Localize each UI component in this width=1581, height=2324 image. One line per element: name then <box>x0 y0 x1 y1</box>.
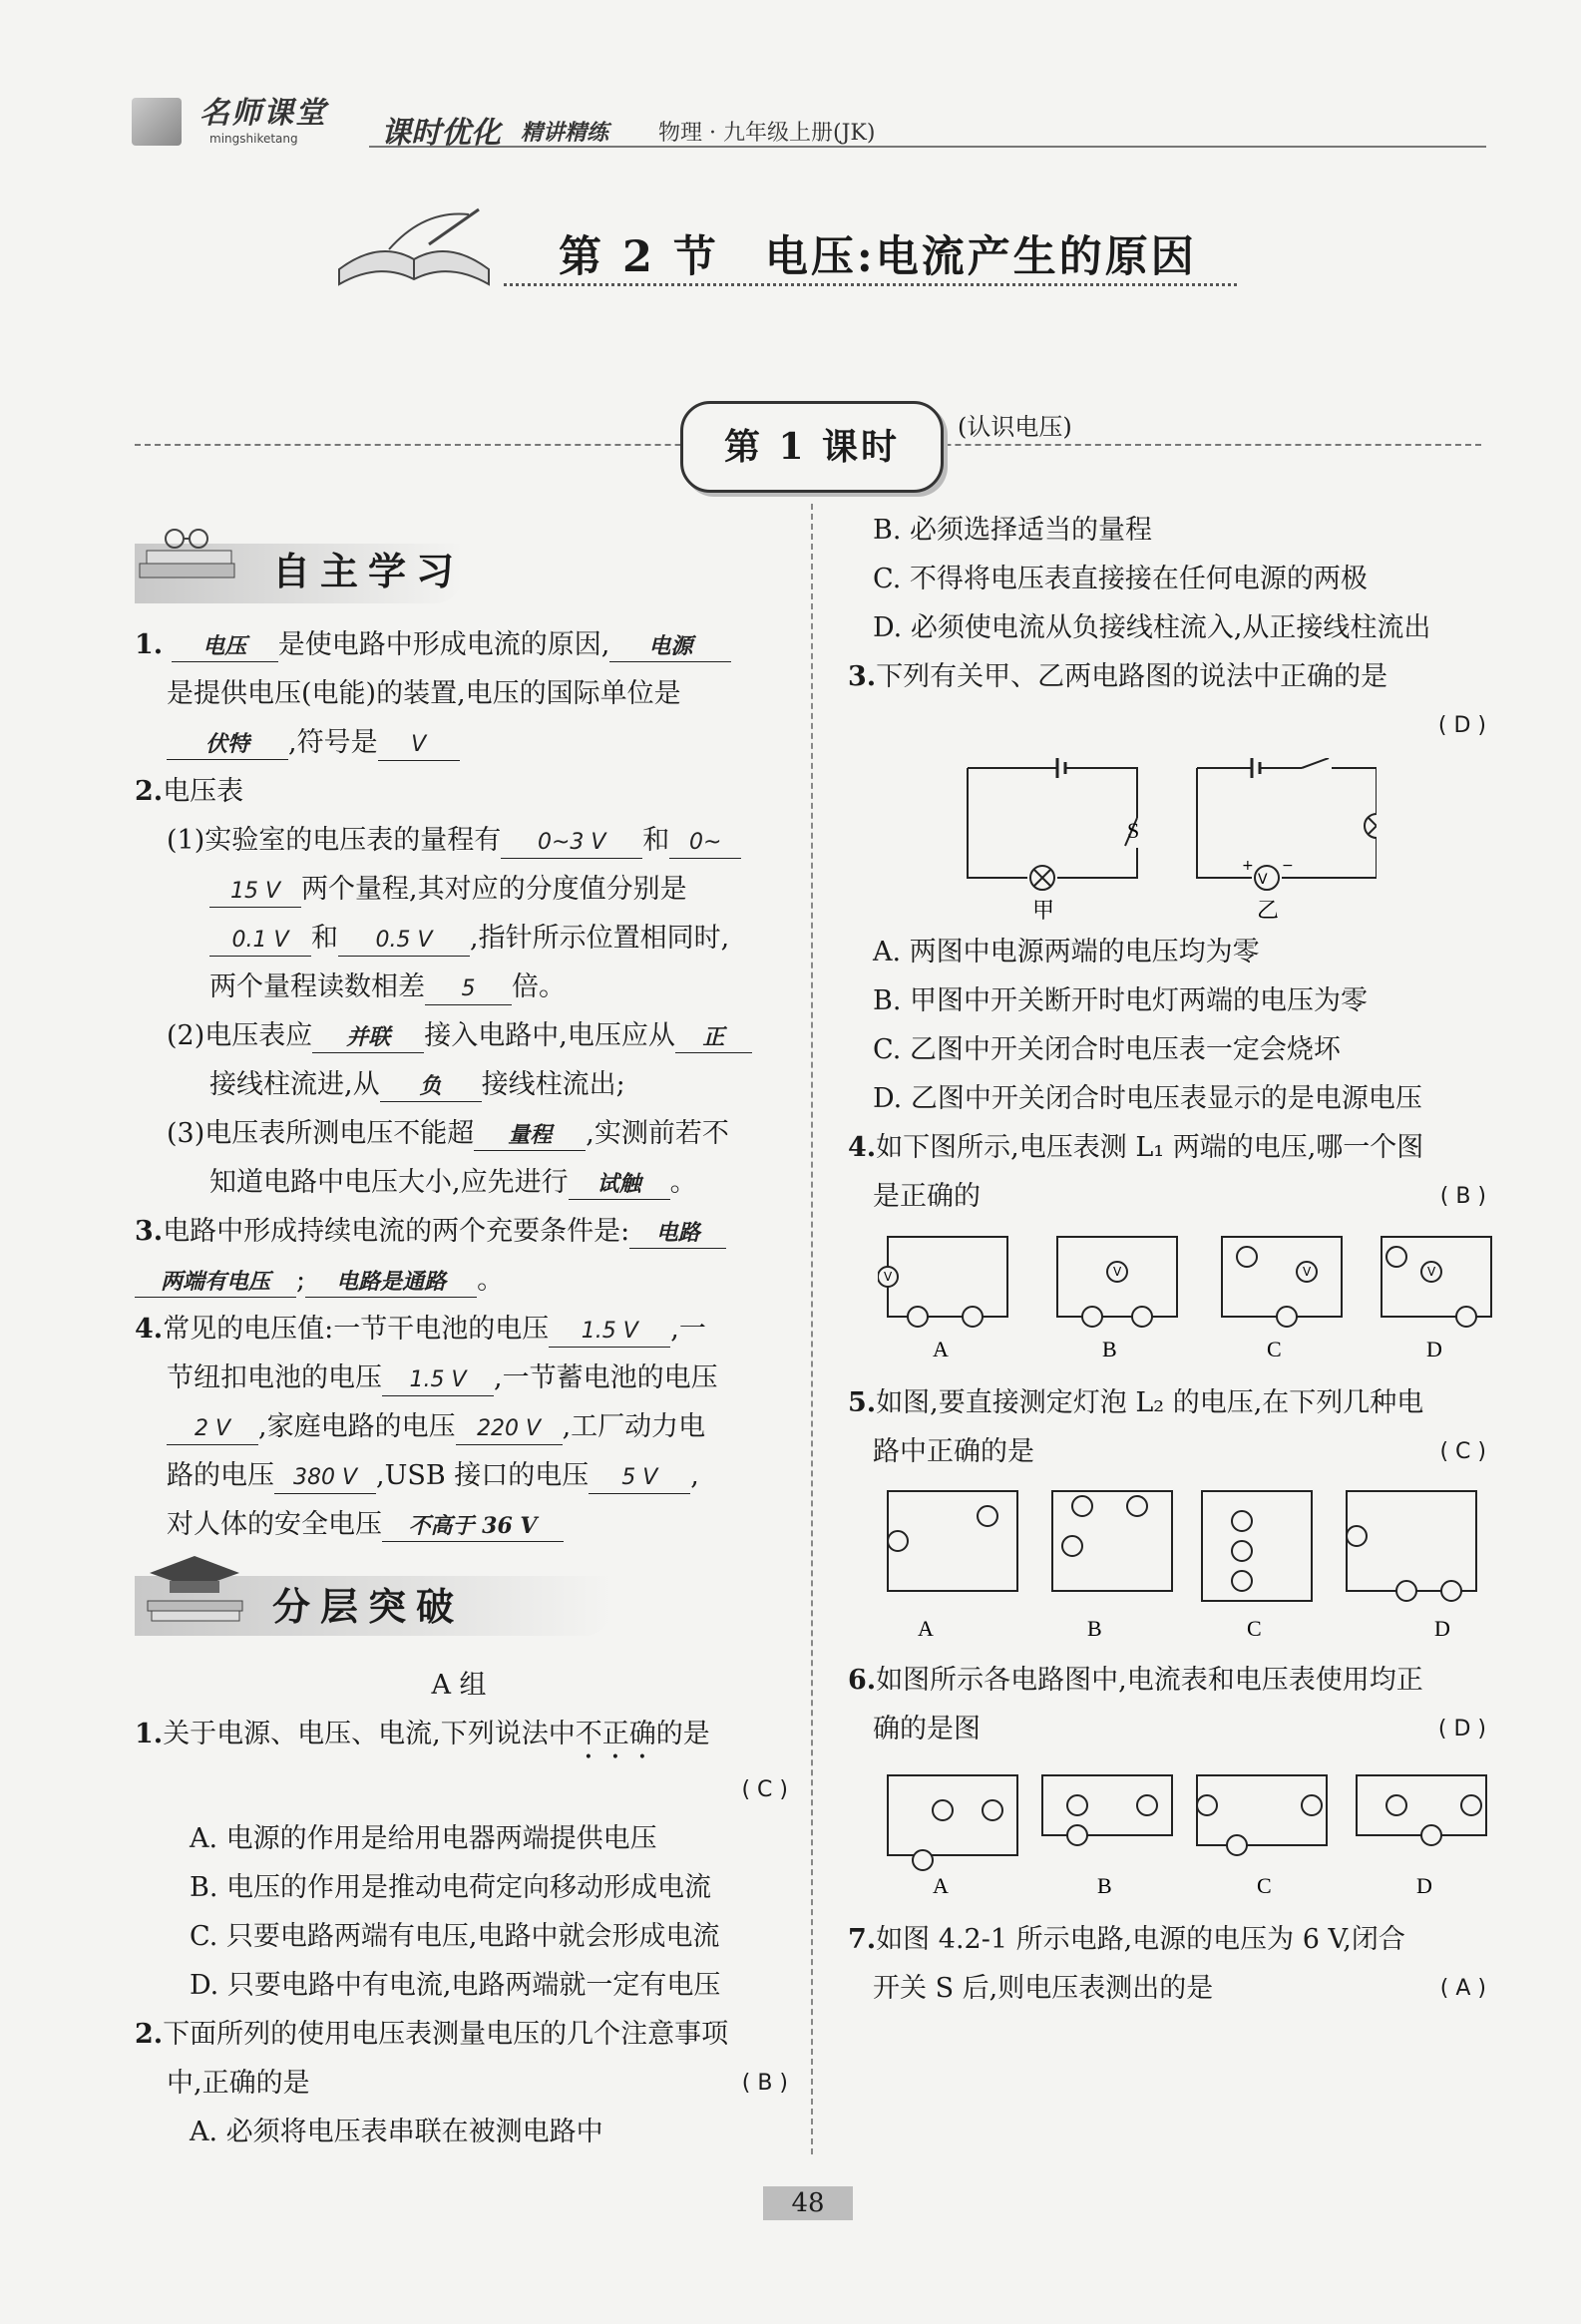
q-text: ,一 <box>670 1314 706 1345</box>
diagram-label-d: D <box>1416 1873 1432 1898</box>
q-number: 6. <box>848 1665 877 1696</box>
q-text: 倍。 <box>512 971 566 1002</box>
diagram-label-d: D <box>1426 1337 1442 1361</box>
q-text: ,工厂动力电 <box>562 1411 706 1442</box>
q-number: 4. <box>135 1314 164 1345</box>
q-number: 5. <box>848 1387 877 1418</box>
answer-choice: ( C ) <box>1439 1439 1486 1464</box>
option-d: D. 乙图中开关闭合时电压表显示的是电源电压 <box>873 1083 1422 1114</box>
answer-blank: 5 V <box>589 1463 690 1494</box>
answer-blank: 0.5 V <box>338 926 470 957</box>
header-rule <box>369 146 1486 148</box>
q-text: ,一节蓄电池的电压 <box>494 1362 718 1393</box>
q-text: 中,正确的是 <box>167 2068 310 2099</box>
lesson-note: (认识电压) <box>958 413 1072 441</box>
q-text: 和 <box>311 923 338 954</box>
brand-pinyin: mingshiketang <box>209 132 298 146</box>
q-text: (1)实验室的电压表的量程有 <box>167 825 502 856</box>
circuit-jia <box>968 758 1140 890</box>
series-name: 课时优化 <box>381 116 501 151</box>
q-line <box>135 1158 788 1207</box>
q-text: 是正确的 <box>873 1181 981 1212</box>
answer-blank: 量程 <box>474 1120 586 1151</box>
q-text: 是使电路中形成电流的原因, <box>277 629 610 660</box>
svg-text:V: V <box>1427 1265 1436 1279</box>
q-text: 如图所示各电路图中,电流表和电压表使用均正 <box>876 1665 1423 1696</box>
answer-blank: 0~3 V <box>501 828 642 859</box>
diagram-label-a: A <box>933 1337 949 1361</box>
practice-q7 <box>848 1915 1486 1964</box>
lesson-title: 第 1 课时 <box>680 401 944 493</box>
emphasis-text: 不正确 <box>575 1719 656 1749</box>
q-text: 两个量程读数相差 <box>209 971 425 1002</box>
graduation-cap-icon <box>140 1551 249 1631</box>
q-text: 对人体的安全电压 <box>167 1509 382 1540</box>
practice-right-3 <box>848 1378 1486 1476</box>
q-line <box>135 669 788 718</box>
q3-circuits <box>958 758 1377 928</box>
q-number: 3. <box>848 661 877 692</box>
q-text: 知道电路中电压大小,应先进行 <box>209 1167 569 1198</box>
diagram-label-c: C <box>1257 1873 1272 1898</box>
answer-blank: 电源 <box>609 631 731 662</box>
q-line <box>135 1402 788 1451</box>
option-b: B. 甲图中开关断开时电灯两端的电压为零 <box>873 985 1369 1016</box>
practice-right-4 <box>848 1656 1486 1753</box>
q-text: 路的电压 <box>167 1460 274 1491</box>
option-c: C. 只要电路两端有电压,电路中就会形成电流 <box>190 1921 720 1952</box>
practice-right-2 <box>848 928 1486 1221</box>
q-text: 。 <box>669 1167 697 1198</box>
q-text: 是提供电压(电能)的装置,电压的国际单位是 <box>167 678 681 709</box>
q-number: 2. <box>135 2019 164 2050</box>
practice-right-5 <box>848 1915 1486 2013</box>
q-text: 的是 <box>655 1719 710 1749</box>
answer-line <box>848 701 1486 750</box>
answer-blank: 并联 <box>312 1022 424 1053</box>
q-line <box>135 1500 788 1549</box>
practice-q4 <box>848 1123 1486 1172</box>
option-a: A. 两图中电源两端的电压均为零 <box>873 937 1260 968</box>
books-glasses-icon <box>135 519 244 598</box>
q-text: 。 <box>477 1265 505 1296</box>
q-text: 接线柱流出; <box>481 1069 625 1100</box>
diagram-label-b: B <box>1102 1337 1117 1361</box>
answer-blank: 试触 <box>569 1169 670 1200</box>
svg-text:−: − <box>1282 858 1294 874</box>
q-number: 1. <box>135 629 164 660</box>
answer-choice: ( D ) <box>1437 1717 1486 1742</box>
q6-circuits <box>878 1765 1496 1900</box>
q-number: 3. <box>135 1216 164 1247</box>
answer-blank: 2 V <box>167 1414 258 1445</box>
diagram-label-d: D <box>1434 1616 1450 1641</box>
q-text: 下列有关甲、乙两电路图的说法中正确的是 <box>876 661 1388 692</box>
practice-q3 <box>848 652 1486 701</box>
practice-left <box>135 1661 788 2156</box>
q-text: 路中正确的是 <box>873 1436 1034 1467</box>
q-text: 关于电源、电压、电流,下列说法中 <box>163 1719 576 1749</box>
self-q3 <box>135 1207 788 1256</box>
q-text: , <box>690 1460 699 1491</box>
svg-text:V: V <box>1303 1265 1312 1279</box>
q-text: ,家庭电路的电压 <box>258 1411 456 1442</box>
q-text: 两个量程,其对应的分度值分别是 <box>301 874 687 905</box>
practice-q1 <box>135 1710 788 1765</box>
answer-blank: 电压 <box>172 631 278 662</box>
q-text: ,USB 接口的电压 <box>376 1460 590 1491</box>
diagram-label-c: C <box>1267 1337 1282 1361</box>
q-text: ; <box>296 1265 306 1296</box>
diagram-label-c: C <box>1247 1616 1262 1641</box>
section-title: 第 2 节 电压:电流产生的原因 <box>559 232 1197 282</box>
option-b: B. 电压的作用是推动电荷定向移动形成电流 <box>190 1872 712 1903</box>
q-text: 如图,要直接测定灯泡 L₂ 的电压,在下列几种电 <box>876 1387 1424 1418</box>
self-study-questions <box>135 620 788 1549</box>
q-number: 1. <box>135 1719 164 1749</box>
answer-blank: 电路是通路 <box>305 1267 477 1298</box>
q-line <box>135 718 788 767</box>
answer-blank: 0.1 V <box>209 926 311 957</box>
q-line <box>135 865 788 914</box>
option-c: C. 不得将电压表直接接在任何电源的两极 <box>873 564 1368 594</box>
answer-blank: V <box>378 730 460 761</box>
q-number: 4. <box>848 1132 877 1163</box>
answer-blank: 伏特 <box>167 729 288 760</box>
answer-blank: 5 <box>425 974 512 1005</box>
q-line <box>135 1451 788 1500</box>
self-study-heading: 自主学习 <box>272 550 465 593</box>
q-text: 开关 S 后,则电压表测出的是 <box>873 1973 1214 2004</box>
q-line <box>848 1172 1486 1221</box>
q-line <box>135 1109 788 1158</box>
q-line <box>135 1256 788 1305</box>
q-line <box>135 963 788 1011</box>
practice-right <box>848 506 1486 750</box>
voltmeter-icon: V <box>1258 872 1268 888</box>
diagram-label-b: B <box>1087 1616 1102 1641</box>
q-text: 接入电路中,电压应从 <box>424 1020 675 1051</box>
diagram-label-a: A <box>918 1616 934 1641</box>
q-line <box>135 914 788 963</box>
q-text: 常见的电压值:一节干电池的电压 <box>163 1314 550 1345</box>
option-d: D. 只要电路中有电流,电路两端就一定有电压 <box>190 1970 721 2001</box>
answer-blank: 380 V <box>274 1463 376 1494</box>
option-b: B. 必须选择适当的量程 <box>873 515 1153 546</box>
option-c: C. 乙图中开关闭合时电压表一定会烧坏 <box>873 1034 1341 1065</box>
open-book-icon <box>329 199 499 299</box>
q-line <box>135 2059 788 2108</box>
q-number: 7. <box>848 1924 877 1955</box>
q-text: ,符号是 <box>288 727 378 758</box>
answer-choice: ( D ) <box>1437 713 1486 738</box>
logo-cube-icon <box>132 98 182 146</box>
q-text: 如图 4.2-1 所示电路,电源的电压为 6 V,闭合 <box>876 1924 1405 1955</box>
self-q4 <box>135 1305 788 1354</box>
option-a: A. 必须将电压表串联在被测电路中 <box>190 2117 603 2147</box>
title-underline <box>504 283 1237 286</box>
group-label: A 组 <box>431 1670 487 1701</box>
switch-label: S <box>1127 818 1140 843</box>
answer-blank: 0~ <box>669 828 741 859</box>
answer-choice: ( B ) <box>1439 1184 1486 1209</box>
page-header <box>120 88 1486 154</box>
practice-q6 <box>848 1656 1486 1705</box>
answer-blank: 电路 <box>629 1218 726 1249</box>
q-line <box>135 1354 788 1402</box>
answer-blank: 220 V <box>456 1414 563 1445</box>
label-yi: 乙 <box>1257 898 1280 923</box>
practice-q5 <box>848 1378 1486 1427</box>
answer-blank: 不高于 36 V <box>382 1511 564 1542</box>
svg-text:V: V <box>1113 1265 1122 1279</box>
practice-heading: 分层突破 <box>272 1585 465 1629</box>
q-line <box>848 1427 1486 1476</box>
option-d: D. 必须使电流从负接线柱流入,从正接线柱流出 <box>873 612 1431 643</box>
q4-circuits <box>878 1227 1496 1366</box>
label-jia: 甲 <box>1032 898 1055 923</box>
diagram-label-b: B <box>1097 1873 1112 1898</box>
q-text: 确的是图 <box>873 1714 981 1744</box>
q-text: ,实测前若不 <box>586 1118 729 1149</box>
answer-choice: ( C ) <box>741 1777 788 1802</box>
brand-name: 名师课堂 <box>199 96 327 131</box>
answer-blank: 负 <box>380 1071 482 1102</box>
q-text: 节纽扣电池的电压 <box>167 1362 382 1393</box>
subject-label: 物理 · 九年级上册(JK) <box>658 121 876 146</box>
q-number: 2. <box>135 776 164 807</box>
q-line <box>848 1705 1486 1753</box>
option-a: A. 电源的作用是给用电器两端提供电压 <box>190 1823 657 1854</box>
practice-q2 <box>135 2010 788 2059</box>
q5-circuits <box>878 1481 1496 1646</box>
q-text: 接线柱流进,从 <box>209 1069 380 1100</box>
answer-blank: 1.5 V <box>382 1365 494 1396</box>
q-text: 电路中形成持续电流的两个充要条件是: <box>163 1216 630 1247</box>
q-line <box>848 1964 1486 2013</box>
q-text: 和 <box>642 825 670 856</box>
diagram-label-a: A <box>933 1873 949 1898</box>
answer-choice: ( A ) <box>1439 1976 1486 2001</box>
answer-blank: 正 <box>675 1022 752 1053</box>
q-text: 电压表 <box>163 776 244 807</box>
q-text: (2)电压表应 <box>167 1020 313 1051</box>
q-line <box>135 1060 788 1109</box>
column-divider <box>811 504 813 2154</box>
q-text: 下面所列的使用电压表测量电压的几个注意事项 <box>163 2019 729 2050</box>
q-line <box>135 1011 788 1060</box>
self-q1 <box>135 620 788 669</box>
q-line <box>135 816 788 865</box>
answer-blank: 两端有电压 <box>135 1267 296 1298</box>
slogan: 精讲精练 <box>521 120 609 146</box>
q-text: ,指针所示位置相同时, <box>470 923 730 954</box>
svg-text:V: V <box>884 1270 893 1284</box>
answer-line <box>135 1765 788 1814</box>
self-q2 <box>135 767 788 816</box>
answer-choice: ( B ) <box>741 2071 788 2096</box>
svg-text:+: + <box>1242 858 1254 874</box>
answer-blank: 1.5 V <box>549 1317 670 1348</box>
q-text: (3)电压表所测电压不能超 <box>167 1118 475 1149</box>
answer-blank: 15 V <box>209 877 301 908</box>
q-text: 如下图所示,电压表测 L₁ 两端的电压,哪一个图 <box>876 1132 1424 1163</box>
page-number: 48 <box>763 2186 853 2220</box>
